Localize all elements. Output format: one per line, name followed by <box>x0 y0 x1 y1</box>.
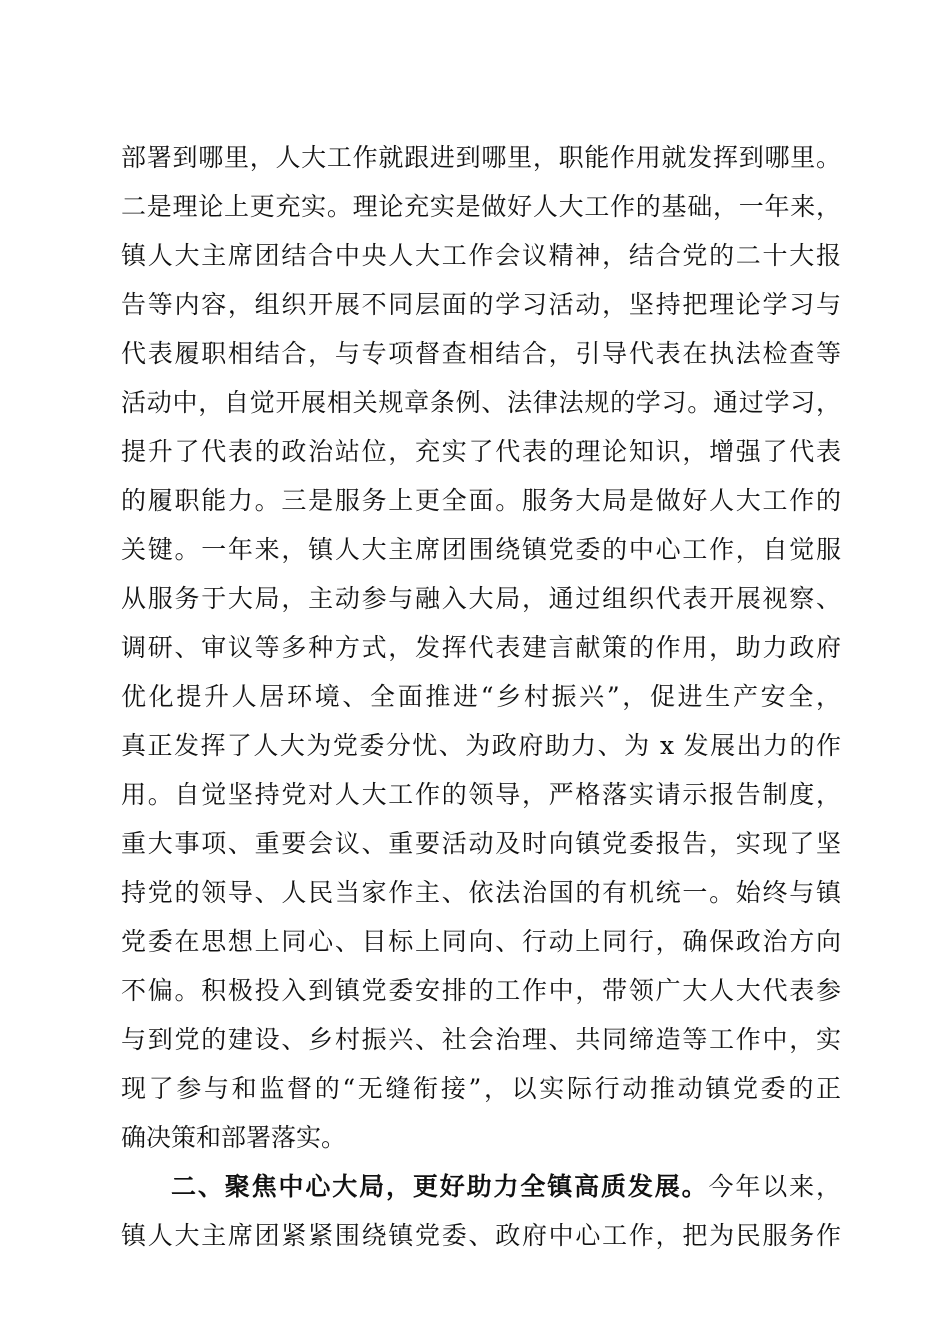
text-line: 真正发挥了人大为党委分忧、为政府助力、为 x 发展出力的作 <box>121 731 841 760</box>
text-line: 与到党的建设、乡村振兴、社会治理、共同缔造等工作中，实 <box>121 1025 841 1054</box>
text-line: 活动中，自觉开展相关规章条例、法律法规的学习。通过学习， <box>121 388 841 417</box>
section-heading: 二、聚焦中心大局，更好助力全镇高质发展。 <box>171 1172 709 1201</box>
text-line: 现了参与和监督的“无缝衔接”，以实际行动推动镇党委的正 <box>121 1074 841 1103</box>
paragraph-heading-line <box>171 1167 841 1207</box>
text-line: 重大事项、重要会议、重要活动及时向镇党委报告，实现了坚 <box>121 829 841 858</box>
text-line: 确决策和部署落实。 <box>121 1123 347 1152</box>
text-line: 不偏。积极投入到镇党委安排的工作中，带领广大人大代表参 <box>121 976 841 1005</box>
text-line: 部署到哪里，人大工作就跟进到哪里，职能作用就发挥到哪里。 <box>121 143 841 172</box>
text-line: 告等内容，组织开展不同层面的学习活动，坚持把理论学习与 <box>121 290 841 319</box>
text-line: 代表履职相结合，与专项督查相结合，引导代表在执法检查等 <box>121 339 841 368</box>
text-line: 二是理论上更充实。理论充实是做好人大工作的基础，一年来， <box>121 192 841 221</box>
heading-line-text: 今年以来， <box>708 1172 841 1201</box>
text-line: 优化提升人居环境、全面推进“乡村振兴”，促进生产安全， <box>121 682 841 711</box>
text-line: 的履职能力。三是服务上更全面。服务大局是做好人大工作的 <box>121 486 841 515</box>
text-line: 镇人大主席团结合中央人大工作会议精神，结合党的二十大报 <box>121 241 841 270</box>
text-line: 提升了代表的政治站位，充实了代表的理论知识，增强了代表 <box>121 437 841 466</box>
text-line: 从服务于大局，主动参与融入大局，通过组织代表开展视察、 <box>121 584 841 613</box>
text-line: 镇人大主席团紧紧围绕镇党委、政府中心工作，把为民服务作 <box>121 1221 841 1250</box>
text-line: 持党的领导、人民当家作主、依法治国的有机统一。始终与镇 <box>121 878 841 907</box>
text-line: 调研、审议等多种方式，发挥代表建言献策的作用，助力政府 <box>121 633 841 662</box>
text-line: 关键。一年来，镇人大主席团围绕镇党委的中心工作，自觉服 <box>121 535 841 564</box>
text-line: 党委在思想上同心、目标上同向、行动上同行，确保政治方向 <box>121 927 841 956</box>
text-line: 用。自觉坚持党对人大工作的领导，严格落实请示报告制度， <box>121 780 841 809</box>
